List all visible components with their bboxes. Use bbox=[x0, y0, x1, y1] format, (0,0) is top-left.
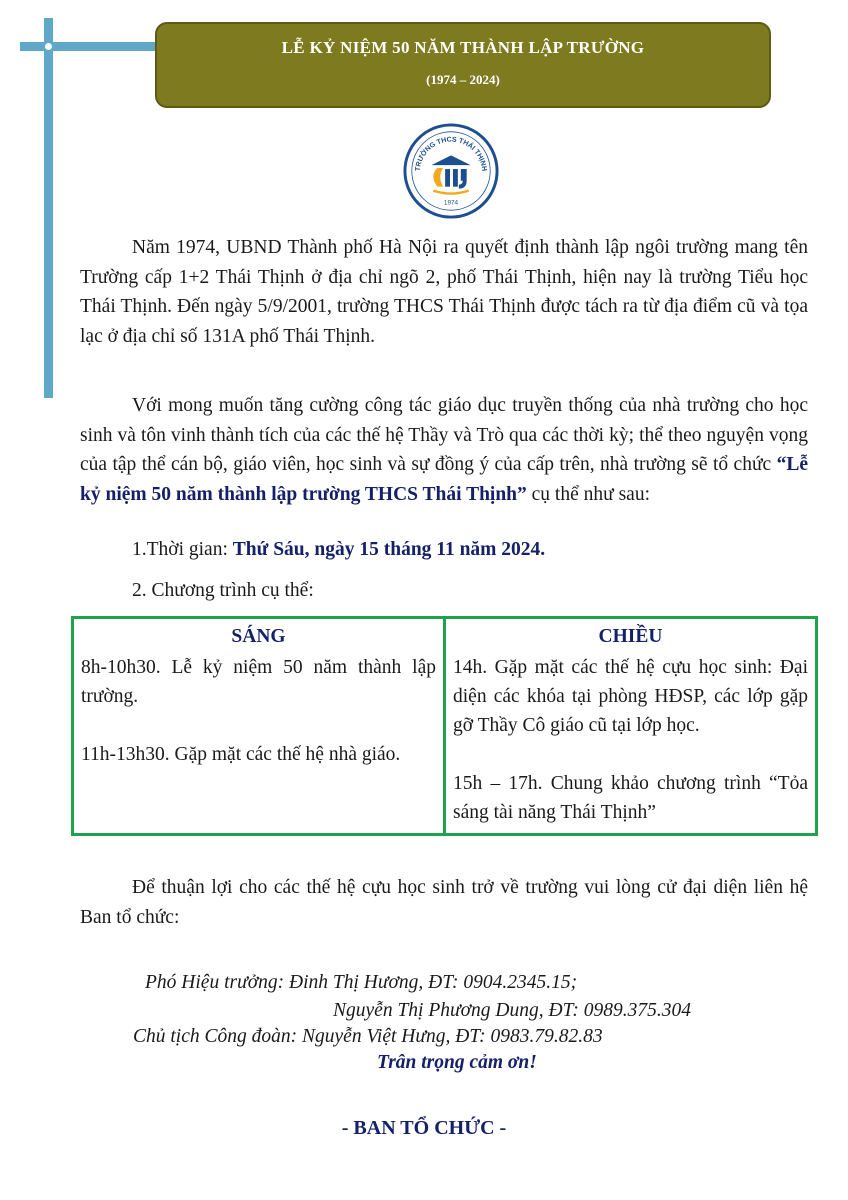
anniversary-years: (1974 – 2024) bbox=[426, 72, 500, 87]
logo-year: 1974 bbox=[443, 199, 459, 207]
program-label: 2. Chương trình cụ thể: bbox=[132, 580, 314, 601]
decorative-cross-dot bbox=[45, 43, 52, 50]
intro-paragraph: Năm 1974, UBND Thành phố Hà Nội ra quyết định thành lập ngôi trường mang tên Trường cấp 1+2 Thái Thịnh ở địa chỉ ngõ 2, phố Thái Thịnh, hiện nay là trường Tiểu học Thái Thịnh. Đến ngày 5/9/2001, trường THCS Thái Thịnh được tách ra từ địa điểm cũ và tọa lạc ở địa chỉ số 131A phố Thái Thịnh. bbox=[80, 237, 808, 347]
afternoon-heading: CHIỀU bbox=[598, 626, 663, 647]
contact-line: Nguyễn Thị Phương Dung, ĐT: 0989.375.304 bbox=[333, 1000, 691, 1021]
purpose-text-end: cụ thể như sau: bbox=[526, 483, 650, 505]
program-table bbox=[71, 616, 818, 836]
morning-heading: SÁNG bbox=[231, 626, 286, 647]
contact-intro: Để thuận lợi cho các thế hệ cựu học sinh trở về trường vui lòng cử đại diện liên hệ Ban tổ chức: bbox=[80, 877, 808, 928]
afternoon-item: 14h. Gặp mặt các thế hệ cựu học sinh: Đại diện các khóa tại phòng HĐSP, các lớp gặp gỡ Thầy Cô giáo cũ tại lớp học. bbox=[453, 657, 808, 736]
afternoon-item: 15h – 17h. Chung khảo chương trình “Tỏa sáng tài năng Thái Thịnh” bbox=[453, 773, 808, 823]
decorative-cross-horizontal bbox=[20, 42, 158, 51]
event-name: “Lễ kỷ niệm 50 năm thành lập trường THCS Thái Thịnh” bbox=[80, 454, 808, 505]
decorative-cross-vertical bbox=[44, 18, 53, 398]
purpose-paragraph bbox=[80, 391, 808, 509]
thanks-line: Trân trọng cảm ơn! bbox=[377, 1052, 537, 1073]
page-title: LỄ KỶ NIỆM 50 NĂM THÀNH LẬP TRƯỜNG bbox=[281, 38, 645, 57]
time-label: 1.Thời gian: bbox=[132, 539, 233, 560]
logo-arc-text: TRƯỜNG THCS THÁI THỊNH bbox=[414, 136, 488, 172]
morning-column bbox=[74, 619, 443, 833]
event-date: Thứ Sáu, ngày 15 tháng 11 năm 2024. bbox=[232, 539, 546, 560]
morning-item: 8h-10h30. Lễ kỷ niệm 50 năm thành lập trường. bbox=[81, 657, 436, 707]
contact-line: Chủ tịch Công đoàn: Nguyễn Việt Hưng, ĐT: 0983.79.82.83 bbox=[133, 1026, 603, 1047]
title-banner bbox=[155, 22, 771, 108]
afternoon-column bbox=[443, 619, 815, 833]
time-line bbox=[80, 535, 808, 565]
organizer-signature: - BAN TỔ CHỨC - bbox=[341, 1117, 507, 1139]
school-logo bbox=[402, 122, 500, 220]
purpose-text-start: Với mong muốn tăng cường công tác giáo dục truyền thống của nhà trường cho học sinh và tôn vinh thành tích của các thế hệ Thầy và Trò qua các thời kỳ; thể theo nguyện vọng của tập thể cán bộ, giáo viên, học sinh và sự đồng ý của cấp trên, nhà trường sẽ tổ chức bbox=[80, 395, 808, 475]
contact-line: Phó Hiệu trưởng: Đinh Thị Hương, ĐT: 0904.2345.15; bbox=[145, 972, 578, 993]
morning-item: 11h-13h30. Gặp mặt các thế hệ nhà giáo. bbox=[81, 744, 401, 765]
